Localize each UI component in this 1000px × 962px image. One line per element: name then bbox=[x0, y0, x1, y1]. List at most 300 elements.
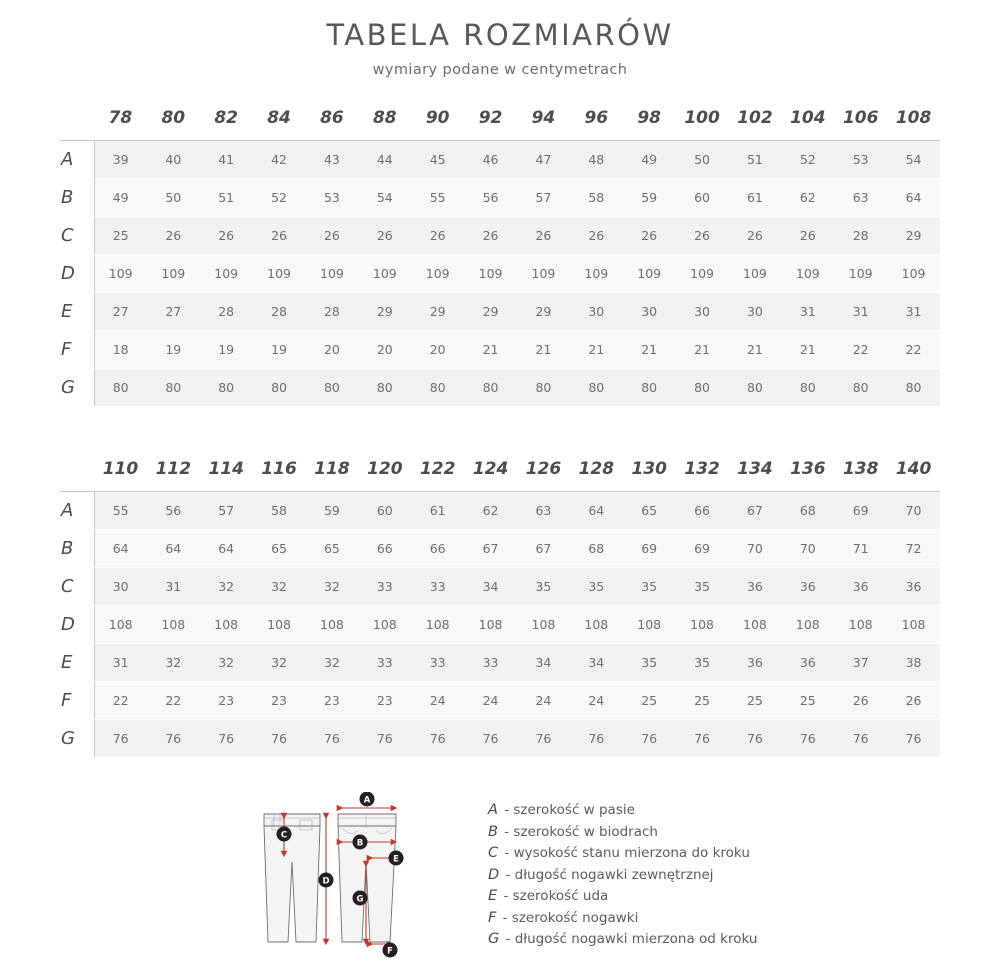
table-cell: 62 bbox=[464, 492, 517, 530]
table-cell: 22 bbox=[834, 331, 887, 369]
table-spacer bbox=[0, 407, 1000, 451]
table-row bbox=[60, 606, 940, 644]
table-row bbox=[60, 369, 940, 407]
table-cell: 80 bbox=[570, 369, 623, 407]
legend-item-letter: G bbox=[488, 931, 500, 947]
table-cell: 19 bbox=[200, 331, 253, 369]
table-cell: 108 bbox=[200, 606, 253, 644]
table-cell: 21 bbox=[676, 331, 729, 369]
table-cell: 69 bbox=[834, 492, 887, 530]
table-cell: 108 bbox=[147, 606, 200, 644]
legend-item-letter: E bbox=[488, 888, 498, 904]
table-cell: 80 bbox=[200, 369, 253, 407]
table-cell: 29 bbox=[517, 293, 570, 331]
column-header: 126 bbox=[517, 451, 570, 492]
table-cell: 43 bbox=[306, 141, 359, 179]
table-cell: 25 bbox=[623, 682, 676, 720]
size-table-1-container bbox=[60, 100, 940, 407]
svg-text:F: F bbox=[387, 946, 393, 957]
table-cell: 26 bbox=[253, 217, 306, 255]
table-cell: 33 bbox=[358, 568, 411, 606]
svg-text:E: E bbox=[393, 854, 399, 865]
table-cell: 34 bbox=[517, 644, 570, 682]
column-header: 124 bbox=[464, 451, 517, 492]
table-cell: 109 bbox=[464, 255, 517, 293]
legend-item-text: - długość nogawki mierzona od kroku bbox=[501, 931, 758, 947]
table-cell: 109 bbox=[834, 255, 887, 293]
size-table-2 bbox=[60, 451, 940, 758]
table-cell: 108 bbox=[570, 606, 623, 644]
table-cell: 24 bbox=[464, 682, 517, 720]
table-cell: 64 bbox=[887, 179, 940, 217]
table-cell: 24 bbox=[517, 682, 570, 720]
table-cell: 32 bbox=[253, 644, 306, 682]
table-cell: 36 bbox=[887, 568, 940, 606]
table-cell: 25 bbox=[676, 682, 729, 720]
table-cell: 57 bbox=[200, 492, 253, 530]
table-cell: 30 bbox=[570, 293, 623, 331]
table-cell: 80 bbox=[94, 369, 147, 407]
table-cell: 24 bbox=[570, 682, 623, 720]
row-header: A bbox=[60, 141, 94, 179]
table-cell: 64 bbox=[200, 530, 253, 568]
table-cell: 27 bbox=[147, 293, 200, 331]
table-cell: 50 bbox=[147, 179, 200, 217]
table-cell: 67 bbox=[729, 492, 782, 530]
table-cell: 69 bbox=[676, 530, 729, 568]
row-header: D bbox=[60, 255, 94, 293]
column-header: 84 bbox=[253, 100, 306, 141]
table-cell: 22 bbox=[94, 682, 147, 720]
table-cell: 20 bbox=[358, 331, 411, 369]
table-cell: 54 bbox=[887, 141, 940, 179]
column-header: 100 bbox=[676, 100, 729, 141]
table-cell: 26 bbox=[411, 217, 464, 255]
table-cell: 25 bbox=[94, 217, 147, 255]
size-table-1 bbox=[60, 100, 940, 407]
table-row bbox=[60, 331, 940, 369]
table-cell: 69 bbox=[623, 530, 676, 568]
column-header: 82 bbox=[200, 100, 253, 141]
column-header: 106 bbox=[834, 100, 887, 141]
table-cell: 63 bbox=[834, 179, 887, 217]
table-cell: 21 bbox=[517, 331, 570, 369]
table-cell: 26 bbox=[623, 217, 676, 255]
table-cell: 53 bbox=[306, 179, 359, 217]
table-cell: 57 bbox=[517, 179, 570, 217]
table-cell: 22 bbox=[147, 682, 200, 720]
table-cell: 65 bbox=[306, 530, 359, 568]
row-header: C bbox=[60, 217, 94, 255]
table-cell: 35 bbox=[676, 644, 729, 682]
table-cell: 23 bbox=[200, 682, 253, 720]
svg-text:A: A bbox=[363, 795, 371, 806]
table-cell: 36 bbox=[729, 644, 782, 682]
legend-area bbox=[60, 792, 940, 962]
table-cell: 65 bbox=[253, 530, 306, 568]
table-cell: 63 bbox=[517, 492, 570, 530]
column-header: 128 bbox=[570, 451, 623, 492]
svg-text:C: C bbox=[280, 830, 288, 841]
table-cell: 109 bbox=[253, 255, 306, 293]
table-cell: 21 bbox=[781, 331, 834, 369]
table-cell: 70 bbox=[887, 492, 940, 530]
table-cell: 51 bbox=[200, 179, 253, 217]
legend-item-letter: A bbox=[488, 802, 498, 818]
table-cell: 40 bbox=[147, 141, 200, 179]
table-cell: 53 bbox=[834, 141, 887, 179]
table-cell: 26 bbox=[464, 217, 517, 255]
table-cell: 26 bbox=[306, 217, 359, 255]
table-cell: 47 bbox=[517, 141, 570, 179]
table-cell: 44 bbox=[358, 141, 411, 179]
table-cell: 58 bbox=[253, 492, 306, 530]
table-cell: 30 bbox=[676, 293, 729, 331]
table-cell: 35 bbox=[623, 644, 676, 682]
table-cell: 108 bbox=[834, 606, 887, 644]
column-header: 136 bbox=[781, 451, 834, 492]
table-row bbox=[60, 217, 940, 255]
table-cell: 108 bbox=[517, 606, 570, 644]
table-cell: 32 bbox=[200, 568, 253, 606]
table-cell: 80 bbox=[147, 369, 200, 407]
table-cell: 36 bbox=[834, 568, 887, 606]
table-cell: 26 bbox=[729, 217, 782, 255]
table-cell: 20 bbox=[306, 331, 359, 369]
table-cell: 29 bbox=[411, 293, 464, 331]
table-cell: 35 bbox=[623, 568, 676, 606]
legend-item bbox=[488, 929, 757, 951]
table-cell: 76 bbox=[306, 720, 359, 758]
table-row bbox=[60, 644, 940, 682]
row-header: A bbox=[60, 492, 94, 530]
column-header: 134 bbox=[729, 451, 782, 492]
table-cell: 109 bbox=[358, 255, 411, 293]
table-cell: 31 bbox=[834, 293, 887, 331]
table-cell: 36 bbox=[781, 644, 834, 682]
column-header: 138 bbox=[834, 451, 887, 492]
table-cell: 33 bbox=[411, 568, 464, 606]
table-cell: 25 bbox=[781, 682, 834, 720]
table-cell: 35 bbox=[517, 568, 570, 606]
table-cell: 52 bbox=[781, 141, 834, 179]
legend-item bbox=[488, 908, 757, 930]
table-cell: 26 bbox=[517, 217, 570, 255]
table-cell: 108 bbox=[306, 606, 359, 644]
table-row bbox=[60, 255, 940, 293]
table-cell: 31 bbox=[147, 568, 200, 606]
table-corner-cell bbox=[60, 100, 94, 141]
table-cell: 48 bbox=[570, 141, 623, 179]
table-cell: 23 bbox=[306, 682, 359, 720]
column-header: 130 bbox=[623, 451, 676, 492]
row-header: B bbox=[60, 530, 94, 568]
table-cell: 61 bbox=[729, 179, 782, 217]
table-cell: 35 bbox=[676, 568, 729, 606]
table-cell: 25 bbox=[729, 682, 782, 720]
svg-text:B: B bbox=[356, 838, 364, 849]
column-header: 90 bbox=[411, 100, 464, 141]
table-cell: 19 bbox=[253, 331, 306, 369]
table-cell: 45 bbox=[411, 141, 464, 179]
table-cell: 59 bbox=[623, 179, 676, 217]
table-cell: 67 bbox=[517, 530, 570, 568]
table-cell: 26 bbox=[200, 217, 253, 255]
column-header: 102 bbox=[729, 100, 782, 141]
legend-item-text: - szerokość w pasie bbox=[499, 802, 635, 818]
table-cell: 21 bbox=[729, 331, 782, 369]
legend-item-text: - szerokość w biodrach bbox=[499, 823, 658, 840]
table-cell: 18 bbox=[94, 331, 147, 369]
table-cell: 30 bbox=[94, 568, 147, 606]
table-cell: 108 bbox=[729, 606, 782, 644]
table-cell: 64 bbox=[570, 492, 623, 530]
table-cell: 51 bbox=[729, 141, 782, 179]
table-cell: 65 bbox=[623, 492, 676, 530]
column-header: 114 bbox=[200, 451, 253, 492]
column-header: 112 bbox=[147, 451, 200, 492]
table-cell: 33 bbox=[411, 644, 464, 682]
table-cell: 108 bbox=[253, 606, 306, 644]
table-row bbox=[60, 179, 940, 217]
table-cell: 109 bbox=[306, 255, 359, 293]
row-header: D bbox=[60, 606, 94, 644]
svg-text:D: D bbox=[322, 876, 330, 887]
column-header: 118 bbox=[306, 451, 359, 492]
table-cell: 108 bbox=[358, 606, 411, 644]
table-cell: 80 bbox=[623, 369, 676, 407]
table-cell: 76 bbox=[358, 720, 411, 758]
legend-item-text: - szerokość nogawki bbox=[498, 909, 639, 926]
column-header: 108 bbox=[887, 100, 940, 141]
legend-item-text: - szerokość uda bbox=[499, 888, 609, 904]
table-row bbox=[60, 682, 940, 720]
table-cell: 108 bbox=[676, 606, 729, 644]
legend-item-text: - wysokość stanu mierzona do kroku bbox=[500, 845, 750, 861]
legend-item-letter: F bbox=[488, 909, 497, 926]
table-cell: 32 bbox=[200, 644, 253, 682]
table-cell: 76 bbox=[623, 720, 676, 758]
table-cell: 19 bbox=[147, 331, 200, 369]
legend-list bbox=[488, 792, 757, 951]
table-cell: 80 bbox=[676, 369, 729, 407]
table-cell: 28 bbox=[200, 293, 253, 331]
table-cell: 26 bbox=[834, 682, 887, 720]
table-cell: 80 bbox=[411, 369, 464, 407]
table-cell: 64 bbox=[147, 530, 200, 568]
table-cell: 76 bbox=[94, 720, 147, 758]
table-row bbox=[60, 141, 940, 179]
table-cell: 21 bbox=[464, 331, 517, 369]
table-cell: 76 bbox=[834, 720, 887, 758]
table-cell: 59 bbox=[306, 492, 359, 530]
table-cell: 27 bbox=[94, 293, 147, 331]
row-header: E bbox=[60, 644, 94, 682]
table-cell: 80 bbox=[834, 369, 887, 407]
table-cell: 28 bbox=[306, 293, 359, 331]
table-cell: 26 bbox=[781, 217, 834, 255]
table-corner-cell bbox=[60, 451, 94, 492]
table-cell: 46 bbox=[464, 141, 517, 179]
table-cell: 80 bbox=[887, 369, 940, 407]
table-cell: 80 bbox=[517, 369, 570, 407]
table-cell: 32 bbox=[306, 644, 359, 682]
table-cell: 109 bbox=[147, 255, 200, 293]
table-cell: 31 bbox=[94, 644, 147, 682]
table-cell: 64 bbox=[94, 530, 147, 568]
table-cell: 76 bbox=[517, 720, 570, 758]
table-cell: 24 bbox=[411, 682, 464, 720]
table-cell: 71 bbox=[834, 530, 887, 568]
legend-item-text: - długość nogawki zewnętrznej bbox=[501, 866, 714, 883]
table-cell: 67 bbox=[464, 530, 517, 568]
table-cell: 109 bbox=[517, 255, 570, 293]
trousers-diagram bbox=[250, 792, 460, 962]
table-cell: 60 bbox=[358, 492, 411, 530]
column-header: 96 bbox=[570, 100, 623, 141]
table-cell: 54 bbox=[358, 179, 411, 217]
table-cell: 109 bbox=[676, 255, 729, 293]
table-cell: 108 bbox=[411, 606, 464, 644]
table-row bbox=[60, 492, 940, 530]
page-subtitle: wymiary podane w centymetrach bbox=[372, 62, 628, 78]
table-cell: 20 bbox=[411, 331, 464, 369]
legend-item bbox=[488, 800, 757, 822]
table-cell: 76 bbox=[147, 720, 200, 758]
table-cell: 35 bbox=[570, 568, 623, 606]
table-cell: 76 bbox=[253, 720, 306, 758]
table-cell: 68 bbox=[570, 530, 623, 568]
column-header: 140 bbox=[887, 451, 940, 492]
table-cell: 22 bbox=[887, 331, 940, 369]
column-header: 80 bbox=[147, 100, 200, 141]
table-cell: 36 bbox=[729, 568, 782, 606]
table-cell: 109 bbox=[887, 255, 940, 293]
column-header: 92 bbox=[464, 100, 517, 141]
table-cell: 29 bbox=[464, 293, 517, 331]
table-cell: 26 bbox=[147, 217, 200, 255]
table-cell: 31 bbox=[781, 293, 834, 331]
table-cell: 50 bbox=[676, 141, 729, 179]
table-cell: 76 bbox=[411, 720, 464, 758]
table-row bbox=[60, 293, 940, 331]
table-cell: 21 bbox=[570, 331, 623, 369]
table-cell: 33 bbox=[464, 644, 517, 682]
table-row bbox=[60, 720, 940, 758]
table-cell: 23 bbox=[358, 682, 411, 720]
table-cell: 26 bbox=[570, 217, 623, 255]
table-cell: 55 bbox=[411, 179, 464, 217]
table-cell: 32 bbox=[253, 568, 306, 606]
table-cell: 52 bbox=[253, 179, 306, 217]
table-cell: 49 bbox=[623, 141, 676, 179]
table-cell: 80 bbox=[358, 369, 411, 407]
table-cell: 109 bbox=[200, 255, 253, 293]
table-cell: 32 bbox=[147, 644, 200, 682]
table-cell: 80 bbox=[253, 369, 306, 407]
legend-item-letter: C bbox=[488, 845, 499, 861]
table-cell: 76 bbox=[570, 720, 623, 758]
legend-item-letter: B bbox=[488, 823, 498, 840]
table-cell: 76 bbox=[729, 720, 782, 758]
row-header: G bbox=[60, 720, 94, 758]
table-cell: 28 bbox=[253, 293, 306, 331]
table-cell: 80 bbox=[781, 369, 834, 407]
table-cell: 23 bbox=[253, 682, 306, 720]
table-cell: 56 bbox=[464, 179, 517, 217]
table-cell: 56 bbox=[147, 492, 200, 530]
table-cell: 28 bbox=[834, 217, 887, 255]
table-cell: 108 bbox=[781, 606, 834, 644]
column-header: 78 bbox=[94, 100, 147, 141]
column-header: 94 bbox=[517, 100, 570, 141]
table-cell: 80 bbox=[729, 369, 782, 407]
table-cell: 109 bbox=[411, 255, 464, 293]
table-cell: 66 bbox=[358, 530, 411, 568]
table-cell: 41 bbox=[200, 141, 253, 179]
row-header: F bbox=[60, 331, 94, 369]
table-cell: 29 bbox=[887, 217, 940, 255]
column-header: 122 bbox=[411, 451, 464, 492]
row-header: C bbox=[60, 568, 94, 606]
column-header: 88 bbox=[358, 100, 411, 141]
table-cell: 49 bbox=[94, 179, 147, 217]
table-cell: 70 bbox=[729, 530, 782, 568]
table-cell: 109 bbox=[570, 255, 623, 293]
table-cell: 66 bbox=[411, 530, 464, 568]
column-header: 98 bbox=[623, 100, 676, 141]
table-cell: 68 bbox=[781, 492, 834, 530]
legend-item bbox=[488, 843, 757, 865]
legend-item bbox=[488, 886, 757, 908]
table-cell: 108 bbox=[94, 606, 147, 644]
table-cell: 109 bbox=[729, 255, 782, 293]
table-cell: 76 bbox=[464, 720, 517, 758]
column-header: 120 bbox=[358, 451, 411, 492]
table-cell: 80 bbox=[306, 369, 359, 407]
page-title: TABELA ROZMIARÓW bbox=[326, 18, 674, 52]
table-cell: 33 bbox=[358, 644, 411, 682]
table-cell: 80 bbox=[464, 369, 517, 407]
legend-item bbox=[488, 865, 757, 887]
table-cell: 61 bbox=[411, 492, 464, 530]
legend-item bbox=[488, 822, 757, 844]
column-header: 104 bbox=[781, 100, 834, 141]
table-cell: 66 bbox=[676, 492, 729, 530]
table-cell: 108 bbox=[623, 606, 676, 644]
table-cell: 60 bbox=[676, 179, 729, 217]
row-header: G bbox=[60, 369, 94, 407]
table-cell: 26 bbox=[887, 682, 940, 720]
table-cell: 32 bbox=[306, 568, 359, 606]
row-header: B bbox=[60, 179, 94, 217]
table-row bbox=[60, 530, 940, 568]
table-cell: 36 bbox=[781, 568, 834, 606]
column-header: 116 bbox=[253, 451, 306, 492]
table-cell: 26 bbox=[676, 217, 729, 255]
table-cell: 26 bbox=[358, 217, 411, 255]
table-cell: 39 bbox=[94, 141, 147, 179]
table-cell: 70 bbox=[781, 530, 834, 568]
table-cell: 76 bbox=[781, 720, 834, 758]
table-cell: 108 bbox=[464, 606, 517, 644]
table-cell: 108 bbox=[887, 606, 940, 644]
table-cell: 30 bbox=[729, 293, 782, 331]
table-cell: 76 bbox=[887, 720, 940, 758]
table-row bbox=[60, 568, 940, 606]
table-cell: 109 bbox=[623, 255, 676, 293]
table-cell: 62 bbox=[781, 179, 834, 217]
